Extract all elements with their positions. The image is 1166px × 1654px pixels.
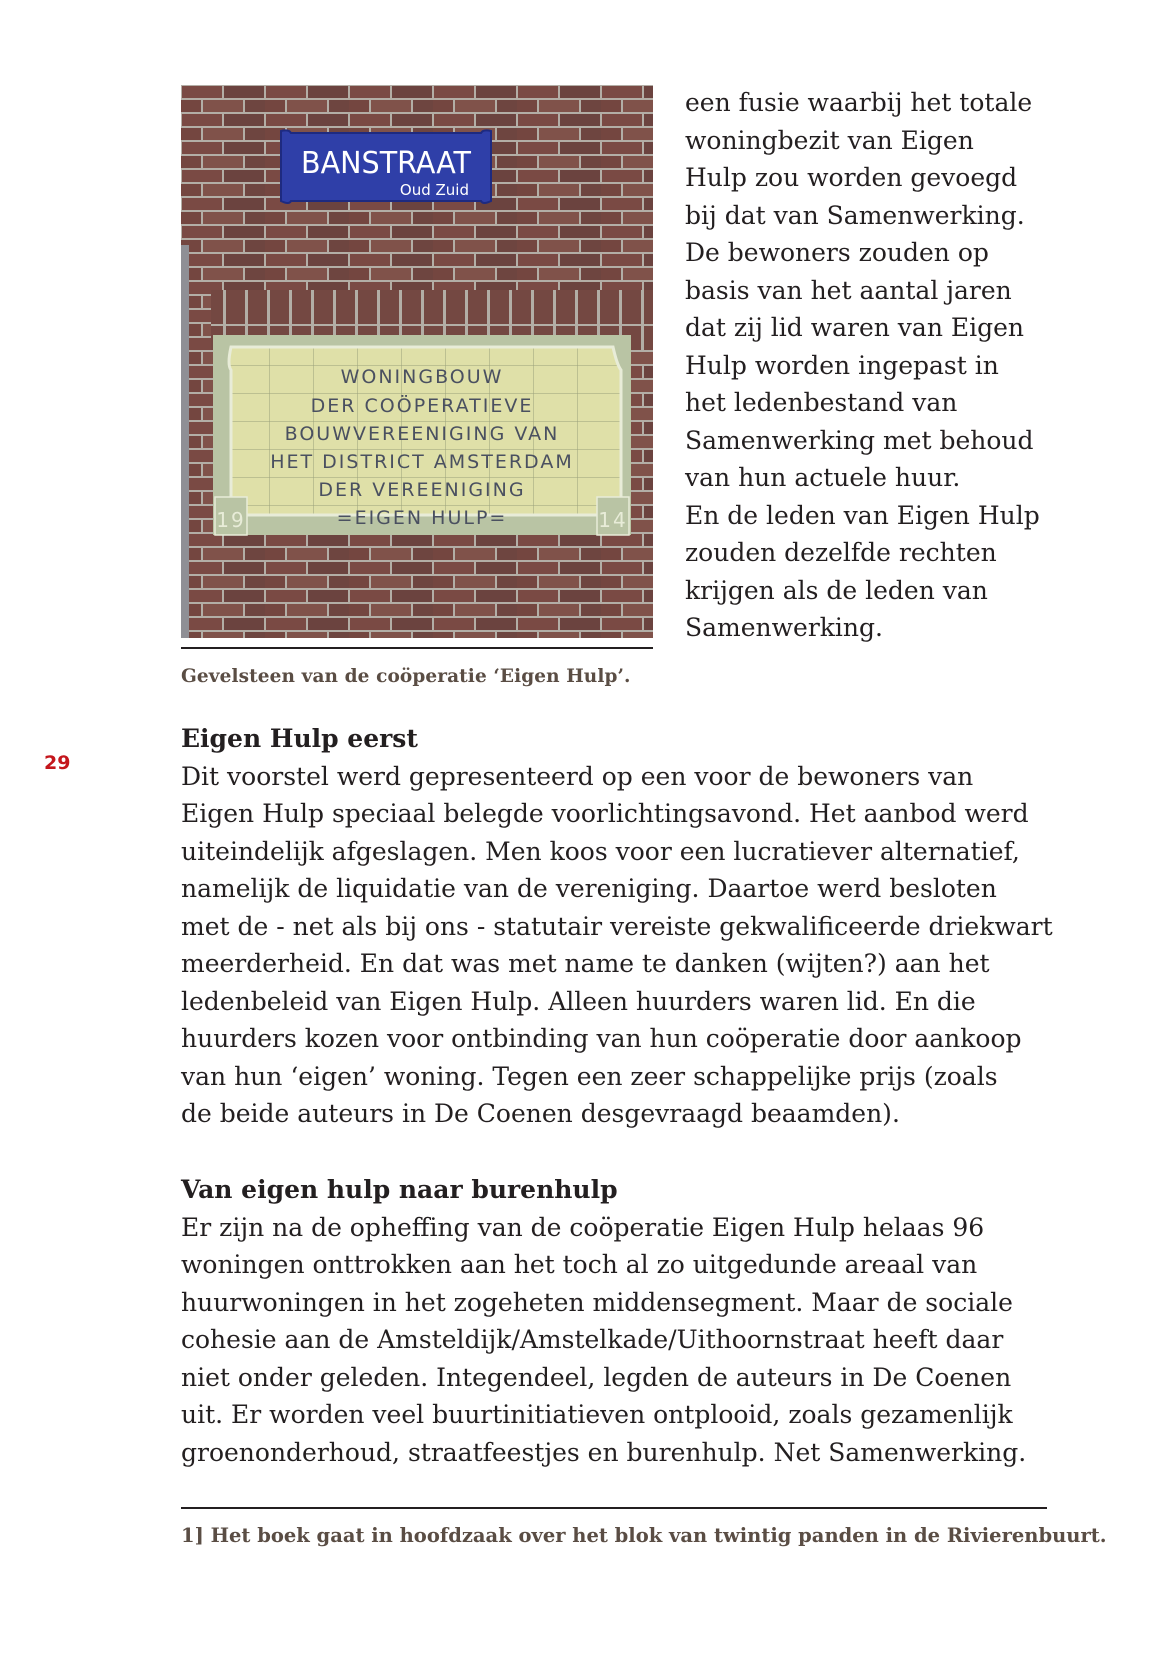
text-line: De bewoners zouden op xyxy=(685,238,989,267)
street-sign-name: BANSTRAAT xyxy=(301,146,472,181)
text-line: Samenwerking. xyxy=(685,613,883,642)
text-line: Hulp zou worden gevoegd xyxy=(685,163,1018,192)
section-van-eigen-hulp-naar-burenhulp xyxy=(181,1171,1061,1471)
section-heading: Van eigen hulp naar burenhulp xyxy=(181,1175,618,1204)
text-line: dat zij lid waren van Eigen xyxy=(685,313,1025,342)
footnote: 1] Het boek gaat in hoofdzaak over het blok van twintig panden in de Rivierenbuurt. xyxy=(181,1524,1107,1547)
plaque-line-5: DER VEREENIGING xyxy=(318,479,526,501)
text-line: ledenbeleid van Eigen Hulp. Alleen huurders waren lid. En die xyxy=(181,986,976,1016)
plaque-line-6: =EIGEN HULP= xyxy=(336,507,508,529)
text-line: van hun ‘eigen’ woning. Tegen een zeer schappelijke prijs (zoals xyxy=(181,1061,998,1091)
text-line: bij dat van Samenwerking. xyxy=(685,200,1025,230)
text-line: cohesie aan de Amsteldijk/Amstelkade/Uithoornstraat heeft daar xyxy=(181,1325,1004,1354)
text-line: woningen onttrokken aan het toch al zo uitgedunde areaal van xyxy=(181,1250,978,1279)
caption-rule xyxy=(181,647,653,649)
text-line: namelijk de liquidatie van de vereniging. Daartoe werd besloten xyxy=(181,874,997,903)
text-line: een fusie waarbij het totale xyxy=(685,88,1033,117)
footnote-rule xyxy=(181,1507,1047,1509)
text-line: van hun actuele huur. xyxy=(685,463,961,492)
text-line: huurders kozen voor ontbinding van hun coöperatie door aankoop xyxy=(181,1024,1022,1053)
text-line: En de leden van Eigen Hulp xyxy=(685,500,1040,530)
text-line: Dit voorstel werd gepresenteerd op een voor de bewoners van xyxy=(181,761,974,791)
text-line: woningbezit van Eigen xyxy=(685,125,974,155)
page-number: 29 xyxy=(44,752,71,774)
text-line: basis van het aantal jaren xyxy=(685,275,1012,305)
facade-stone-photo xyxy=(181,85,653,638)
text-line: huurwoningen in het zogeheten middensegment. Maar de sociale xyxy=(181,1287,1013,1317)
section-eigen-hulp-eerst xyxy=(181,720,1061,1133)
photo-caption: Gevelsteen van de coöperatie ‘Eigen Hulp’. xyxy=(181,666,631,687)
side-column-text xyxy=(685,84,1065,647)
section-heading: Eigen Hulp eerst xyxy=(181,724,418,753)
text-line: krijgen als de leden van xyxy=(685,575,988,605)
street-sign-district: Oud Zuid xyxy=(399,181,469,199)
text-line: het ledenbestand van xyxy=(685,388,958,417)
text-line: de beide auteurs in De Coenen desgevraagd beaamden). xyxy=(181,1099,900,1128)
text-line: Eigen Hulp speciaal belegde voorlichtingsavond. Het aanbod werd xyxy=(181,799,1029,828)
text-line: Samenwerking met behoud xyxy=(685,425,1034,455)
plaque-year-right: 14 xyxy=(598,508,628,532)
text-line: uit. Er worden veel buurtinitiatieven ontplooid, zoals gezamenlijk xyxy=(181,1400,1013,1429)
plaque-line-3: BOUWVEREENIGING VAN xyxy=(284,423,560,445)
plaque-line-4: HET DISTRICT AMSTERDAM xyxy=(270,451,574,473)
text-line: uiteindelijk afgeslagen. Men koos voor een lucratiever alternatief, xyxy=(181,836,1020,866)
text-line: niet onder geleden. Integendeel, legden de auteurs in De Coenen xyxy=(181,1362,1012,1392)
plaque-line-2: DER COÖPERATIEVE xyxy=(310,395,534,417)
text-line: zouden dezelfde rechten xyxy=(685,538,997,567)
text-line: Hulp worden ingepast in xyxy=(685,350,999,380)
street-sign xyxy=(281,130,491,203)
text-line: groenonderhoud, straatfeestjes en burenhulp. Net Samenwerking. xyxy=(181,1437,1027,1467)
plaque-year-left: 19 xyxy=(216,508,246,532)
plaque-line-1: WONINGBOUW xyxy=(340,366,504,388)
text-line: meerderheid. En dat was met name te danken (wijten?) aan het xyxy=(181,949,990,978)
text-line: Er zijn na de opheffing van de coöperatie Eigen Hulp helaas 96 xyxy=(181,1212,985,1242)
text-line: met de - net als bij ons - statutair vereiste gekwalificeerde driekwart xyxy=(181,911,1053,941)
